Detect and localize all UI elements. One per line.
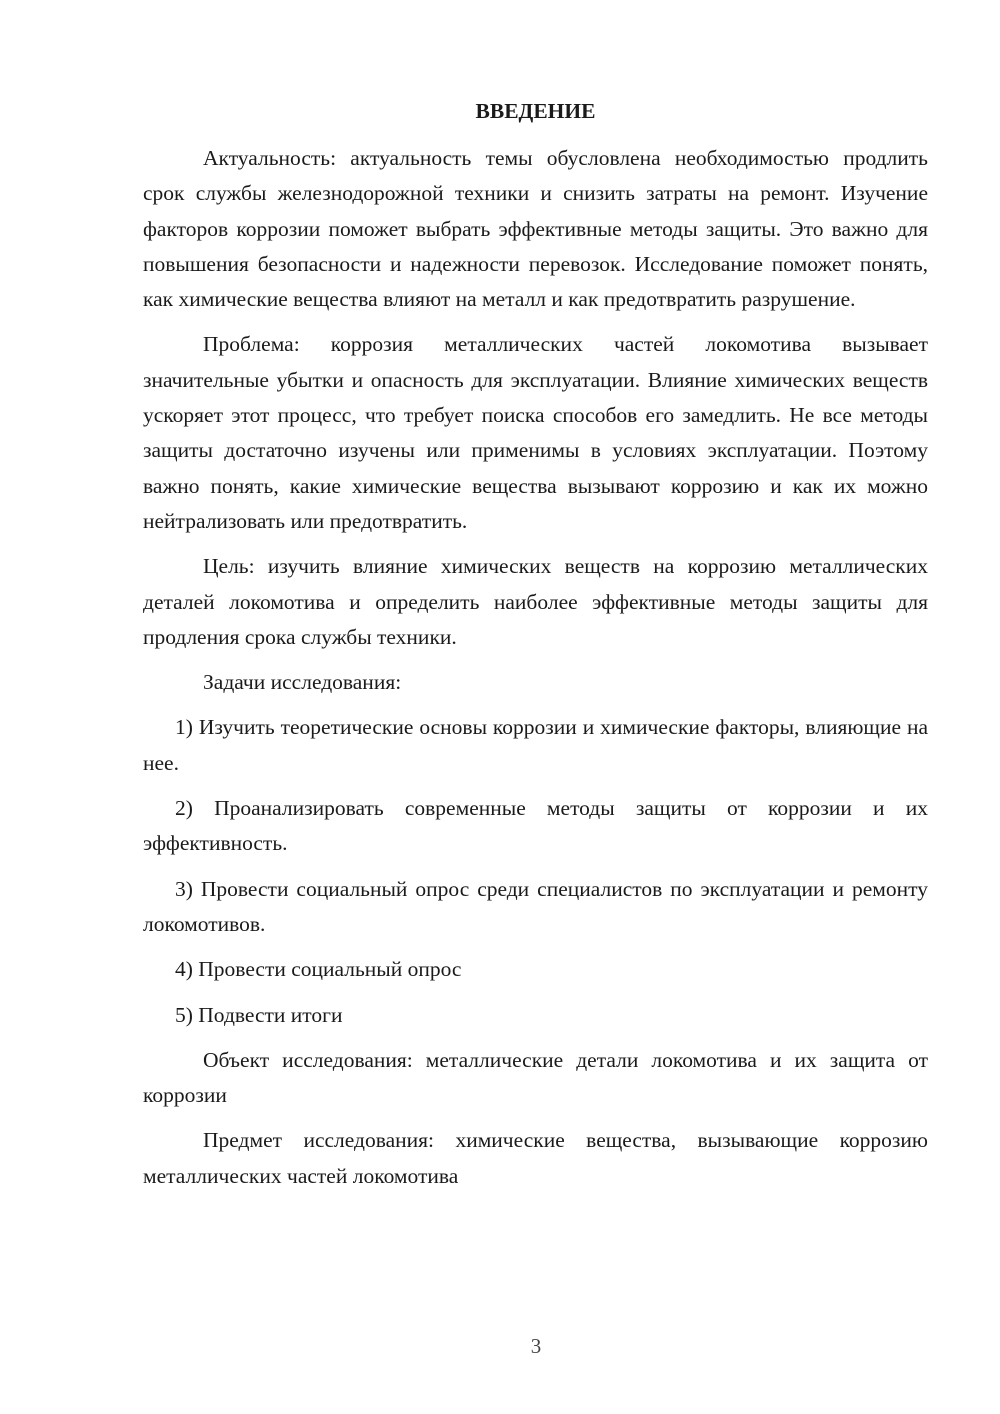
tasks-list [143,710,928,1032]
section-heading: ВВЕДЕНИЕ [475,99,596,123]
document-page [143,94,928,1194]
problem-paragraph: Проблема: коррозия металлических частей локомотива вызывает значительные убытки и опасность для эксплуатации. Влияние химических веществ ускоряет этот процесс, что требует поиска способов его замедлить. Не все методы защиты достаточно изучены или применимы в условиях эксплуатации. Поэтому важно понять, какие химические вещества вызывают коррозию и как их можно нейтрализовать или предотвратить. [143,332,928,533]
task-item-4: 4) Провести социальный опрос [175,957,462,982]
task-item-5: 5) Подвести итоги [175,1002,343,1027]
subject-paragraph: Предмет исследования: химические вещества, вызывающие коррозию металлических частей локомотива [143,1128,928,1188]
relevance-paragraph: Актуальность: актуальность темы обусловлена необходимостью продлить срок службы железнодорожной техники и снизить затраты на ремонт. Изучение факторов коррозии поможет выбрать эффективные методы защиты. Это важно для повышения безопасности и надежности перевозок. Исследование поможет понять, как химические вещества влияют на металл и как предотвратить разрушение. [143,146,928,312]
page-number: 3 [530,1334,542,1358]
task-item-2: 2) Проанализировать современные методы защиты от коррозии и их эффективность. [143,796,928,856]
task-item-1: 1) Изучить теоретические основы коррозии и химические факторы, влияющие на нее. [143,715,928,775]
task-item-3: 3) Провести социальный опрос среди специалистов по эксплуатации и ремонту локомотивов. [143,876,928,936]
goal-paragraph: Цель: изучить влияние химических веществ на коррозию металлических деталей локомотива и определить наиболее эффективные методы защиты для продления срока службы техники. [143,554,928,649]
tasks-heading: Задачи исследования: [203,670,402,695]
object-paragraph: Объект исследования: металлические детали локомотива и их защита от коррозии [143,1047,928,1108]
